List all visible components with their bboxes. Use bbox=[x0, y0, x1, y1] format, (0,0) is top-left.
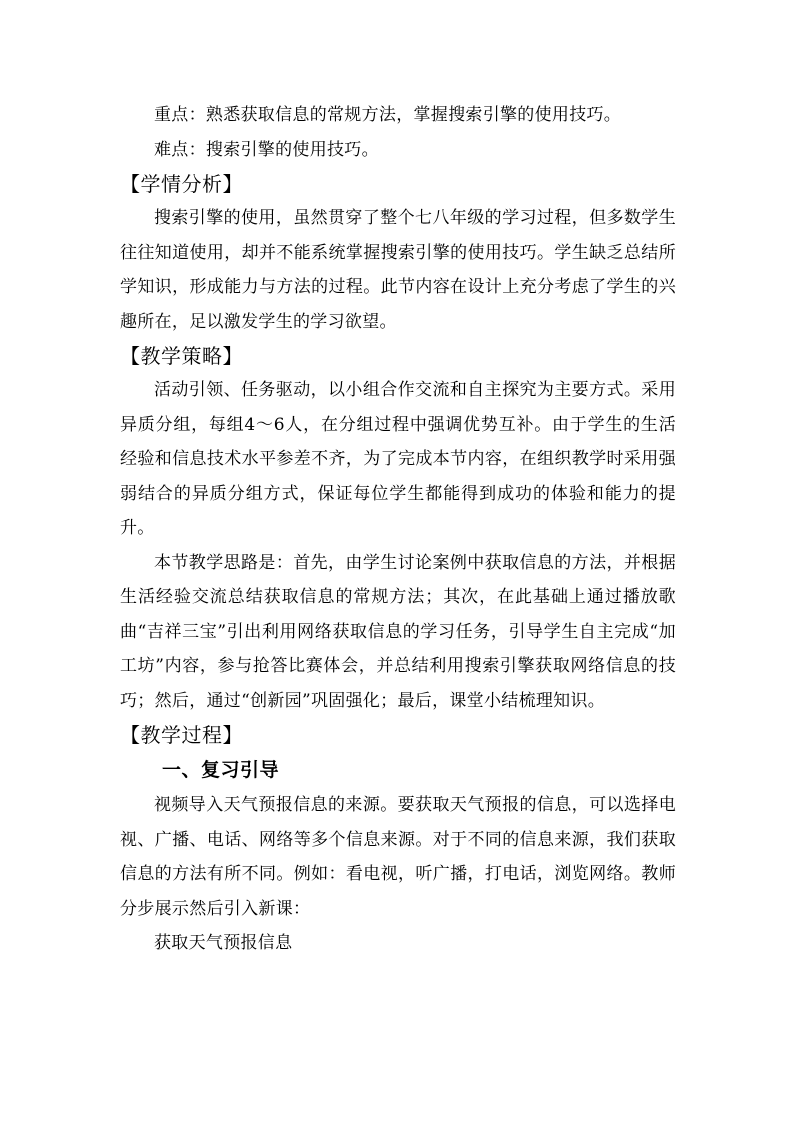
difficult-point-line: 难点：搜索引擎的使用技巧。 bbox=[154, 139, 379, 160]
review-guide-subheading: 一、复习引导 bbox=[162, 759, 280, 781]
key-point-line: 重点：熟悉获取信息的常规方法，掌握搜索引擎的使用技巧。 bbox=[154, 105, 622, 125]
teaching-strategy-heading: 【教学策略】 bbox=[120, 344, 243, 368]
teaching-strategy-paragraph-1: 活动引领、任务驱动，以小组合作交流和自主探究为主要方式。采用异质分组，每组4～6人，在分组过程中强调优势互补。由于学生的生活经验和信息技术水平参差不齐，为了完成本节内容，在组织教学时采用强弱结合的异质分组方式，保证每位学生都能得到成功的体验和能力的提升。 bbox=[120, 380, 676, 538]
teaching-strategy-paragraph-2: 本节教学思路是：首先，由学生讨论案例中获取信息的方法，并根据生活经验交流总结获取信息的常规方法；其次，在此基础上通过播放歌曲“吉祥三宝”引出利用网络获取信息的学习任务，引导学生自主完成“加工坊”内容，参与抢答比赛体会，并总结利用搜索引擎获取网络信息的技巧；然后，通过“创新园”巩固强化；最后，课堂小结梳理知识。 bbox=[120, 552, 676, 711]
teaching-process-heading: 【教学过程】 bbox=[120, 723, 243, 747]
weather-info-line: 获取天气预报信息 bbox=[154, 933, 293, 953]
teaching-process-paragraph: 视频导入天气预报信息的来源。要获取天气预报的信息，可以选择电视、广播、电话、网络等多个信息来源。对于不同的信息来源，我们获取信息的方法有所不同。例如：看电视，听广播，打电话，浏览网络。教师分步展示然后引入新课： bbox=[120, 795, 676, 919]
student-analysis-heading: 【学情分析】 bbox=[120, 172, 243, 196]
student-analysis-paragraph: 搜索引擎的使用，虽然贯穿了整个七八年级的学习过程，但多数学生往往知道使用，却并不能系统掌握搜索引擎的使用技巧。学生缺乏总结所学知识，形成能力与方法的过程。此节内容在设计上充分考虑了学生的兴趣所在，足以激发学生的学习欲望。 bbox=[120, 208, 676, 332]
document-body bbox=[120, 98, 676, 961]
